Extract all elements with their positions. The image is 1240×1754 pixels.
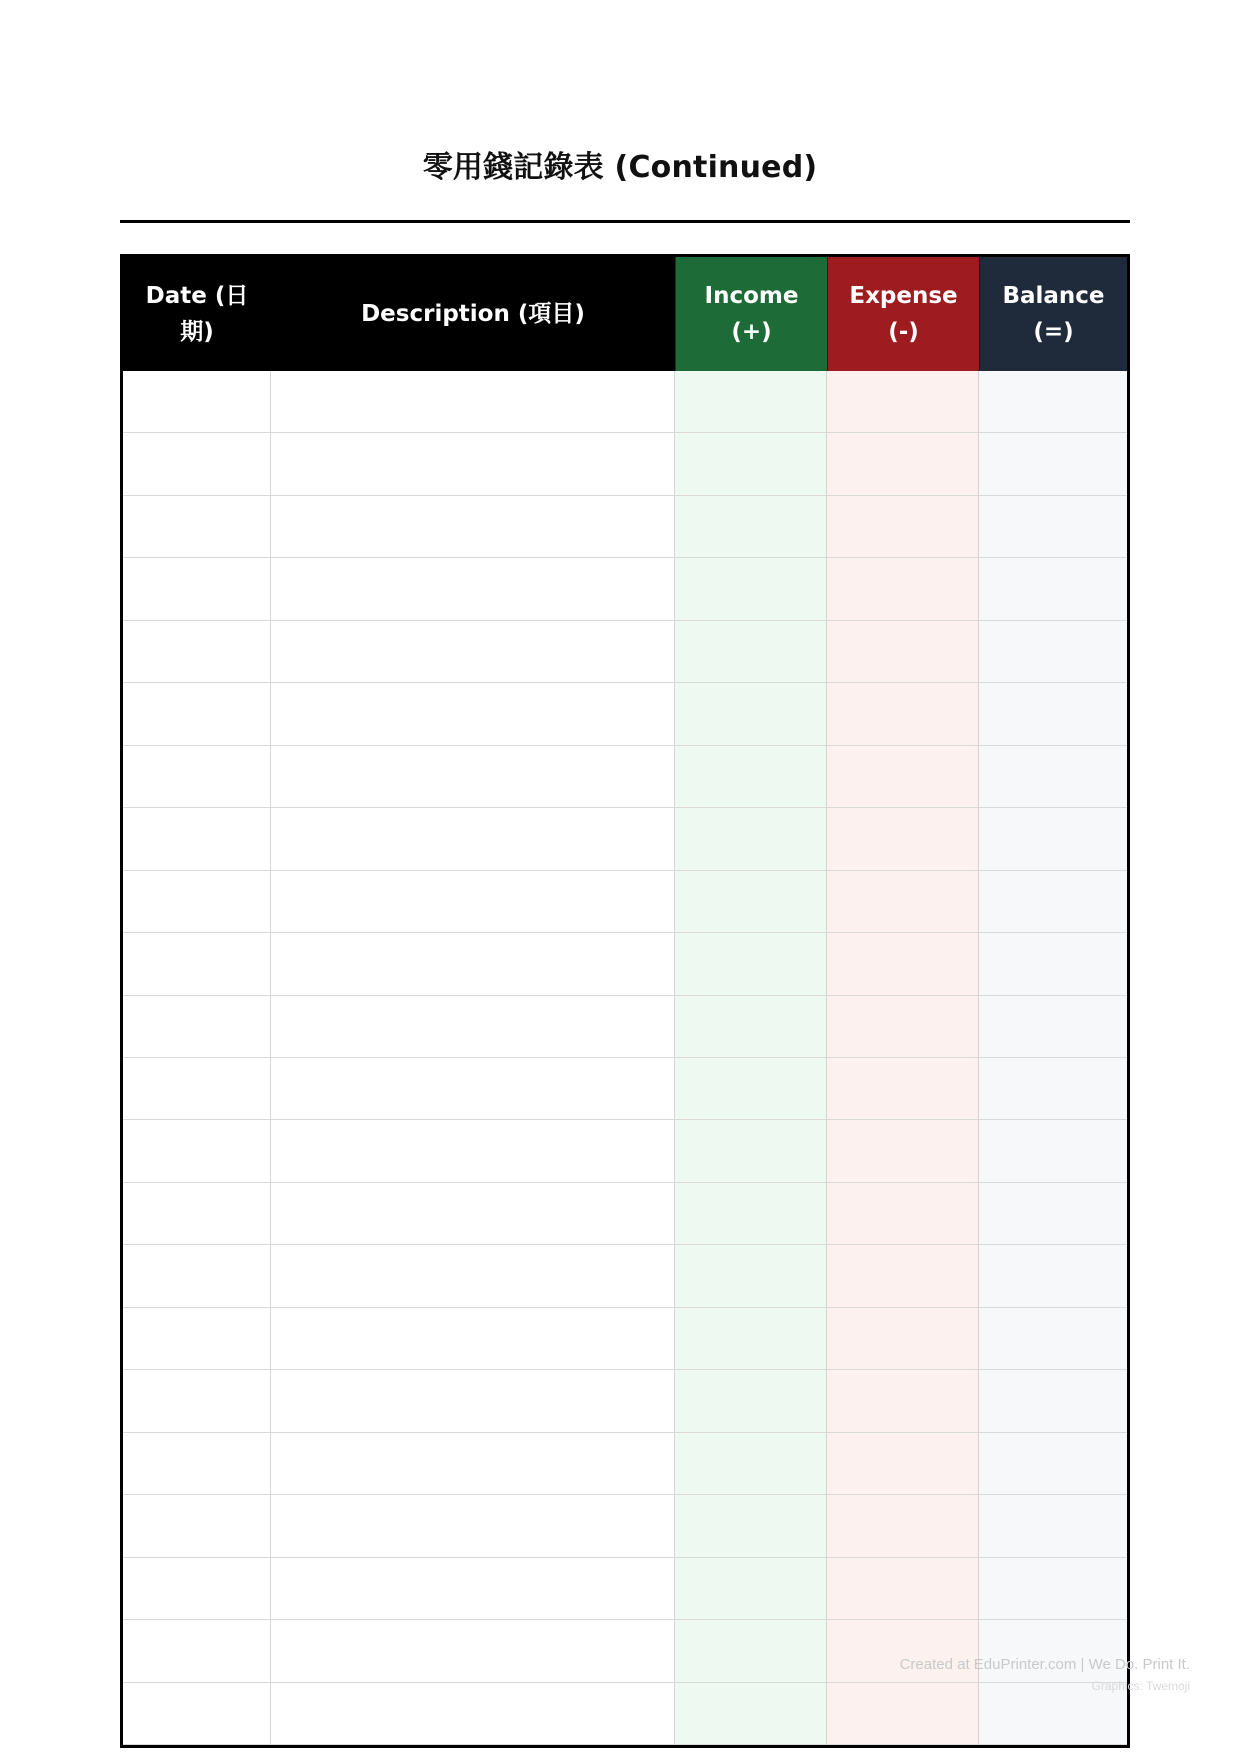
- cell-date[interactable]: [123, 371, 271, 433]
- cell-expense[interactable]: [827, 933, 979, 995]
- cell-expense[interactable]: [827, 621, 979, 683]
- cell-expense[interactable]: [827, 871, 979, 933]
- title-divider: [120, 220, 1130, 223]
- cell-balance[interactable]: [979, 371, 1127, 433]
- cell-balance[interactable]: [979, 1495, 1127, 1557]
- cell-date[interactable]: [123, 1183, 271, 1245]
- cell-balance[interactable]: [979, 433, 1127, 495]
- cell-description[interactable]: [271, 371, 675, 433]
- cell-expense[interactable]: [827, 1058, 979, 1120]
- column-header-date: [123, 257, 271, 371]
- cell-description[interactable]: [271, 996, 675, 1058]
- cell-balance[interactable]: [979, 871, 1127, 933]
- cell-income[interactable]: [675, 1433, 827, 1495]
- column-header-description: [271, 257, 675, 371]
- cell-income[interactable]: [675, 1058, 827, 1120]
- cell-date[interactable]: [123, 808, 271, 870]
- cell-expense[interactable]: [827, 371, 979, 433]
- cell-description[interactable]: [271, 746, 675, 808]
- cell-description[interactable]: [271, 933, 675, 995]
- cell-description[interactable]: [271, 808, 675, 870]
- cell-description[interactable]: [271, 1308, 675, 1370]
- cell-date[interactable]: [123, 558, 271, 620]
- header-description-label: Description (項目): [361, 301, 585, 327]
- cell-income[interactable]: [675, 558, 827, 620]
- cell-expense[interactable]: [827, 1308, 979, 1370]
- cell-date[interactable]: [123, 1308, 271, 1370]
- cell-description[interactable]: [271, 1183, 675, 1245]
- ledger-table: [120, 254, 1130, 1748]
- cell-income[interactable]: [675, 433, 827, 495]
- cell-expense[interactable]: [827, 808, 979, 870]
- cell-balance[interactable]: [979, 1120, 1127, 1182]
- header-balance-line-1: Balance: [1002, 283, 1105, 309]
- cell-balance[interactable]: [979, 1058, 1127, 1120]
- cell-balance[interactable]: [979, 996, 1127, 1058]
- cell-income[interactable]: [675, 496, 827, 558]
- cell-date[interactable]: [123, 933, 271, 995]
- cell-expense[interactable]: [827, 1495, 979, 1557]
- cell-income[interactable]: [675, 1370, 827, 1432]
- cell-expense[interactable]: [827, 1370, 979, 1432]
- header-expense-line-2: (-): [888, 319, 919, 345]
- cell-description[interactable]: [271, 1495, 675, 1557]
- cell-expense[interactable]: [827, 746, 979, 808]
- cell-date[interactable]: [123, 1495, 271, 1557]
- cell-date[interactable]: [123, 433, 271, 495]
- cell-income[interactable]: [675, 1495, 827, 1557]
- cell-income[interactable]: [675, 1683, 827, 1745]
- cell-income[interactable]: [675, 1308, 827, 1370]
- footer-credit: [900, 1654, 1190, 1696]
- cell-description[interactable]: [271, 871, 675, 933]
- cell-balance[interactable]: [979, 933, 1127, 995]
- cell-balance[interactable]: [979, 621, 1127, 683]
- cell-expense[interactable]: [827, 433, 979, 495]
- cell-description[interactable]: [271, 1620, 675, 1682]
- header-expense-line-1: Expense: [849, 283, 958, 309]
- cell-balance[interactable]: [979, 808, 1127, 870]
- cell-date[interactable]: [123, 1620, 271, 1682]
- cell-balance[interactable]: [979, 683, 1127, 745]
- cell-income[interactable]: [675, 1558, 827, 1620]
- cell-balance[interactable]: [979, 1245, 1127, 1307]
- cell-description[interactable]: [271, 683, 675, 745]
- cell-income[interactable]: [675, 746, 827, 808]
- cell-expense[interactable]: [827, 996, 979, 1058]
- cell-balance[interactable]: [979, 1433, 1127, 1495]
- cell-balance[interactable]: [979, 496, 1127, 558]
- cell-expense[interactable]: [827, 1558, 979, 1620]
- graphics-credit-line: Graphics: Twemoji: [1091, 1679, 1190, 1693]
- cell-income[interactable]: [675, 621, 827, 683]
- cell-income[interactable]: [675, 1120, 827, 1182]
- cell-description[interactable]: [271, 621, 675, 683]
- column-header-income: [675, 257, 827, 371]
- cell-expense[interactable]: [827, 558, 979, 620]
- cell-date[interactable]: [123, 621, 271, 683]
- cell-expense[interactable]: [827, 683, 979, 745]
- column-header-expense: [827, 257, 979, 371]
- cell-description[interactable]: [271, 1433, 675, 1495]
- cell-description[interactable]: [271, 1245, 675, 1307]
- cell-income[interactable]: [675, 1245, 827, 1307]
- cell-date[interactable]: [123, 1120, 271, 1182]
- cell-description[interactable]: [271, 1558, 675, 1620]
- cell-balance[interactable]: [979, 746, 1127, 808]
- cell-balance[interactable]: [979, 558, 1127, 620]
- cell-income[interactable]: [675, 808, 827, 870]
- cell-description[interactable]: [271, 1683, 675, 1745]
- cell-expense[interactable]: [827, 1183, 979, 1245]
- cell-income[interactable]: [675, 1620, 827, 1682]
- cell-expense[interactable]: [827, 1245, 979, 1307]
- cell-expense[interactable]: [827, 1433, 979, 1495]
- cell-description[interactable]: [271, 1370, 675, 1432]
- column-header-balance: [979, 257, 1127, 371]
- cell-income[interactable]: [675, 683, 827, 745]
- cell-date[interactable]: [123, 683, 271, 745]
- cell-balance[interactable]: [979, 1308, 1127, 1370]
- cell-description[interactable]: [271, 1120, 675, 1182]
- cell-date[interactable]: [123, 1683, 271, 1745]
- cell-date[interactable]: [123, 996, 271, 1058]
- cell-date[interactable]: [123, 496, 271, 558]
- cell-date[interactable]: [123, 1245, 271, 1307]
- cell-date[interactable]: [123, 1558, 271, 1620]
- cell-description[interactable]: [271, 433, 675, 495]
- cell-income[interactable]: [675, 871, 827, 933]
- header-balance-line-2: (=): [1033, 319, 1074, 345]
- cell-description[interactable]: [271, 558, 675, 620]
- cell-balance[interactable]: [979, 1183, 1127, 1245]
- header-income-line-2: (+): [731, 319, 772, 345]
- cell-date[interactable]: [123, 871, 271, 933]
- cell-balance[interactable]: [979, 1558, 1127, 1620]
- cell-description[interactable]: [271, 1058, 675, 1120]
- cell-expense[interactable]: [827, 1120, 979, 1182]
- credit-line: Created at EduPrinter.com | We Do. Print It.: [899, 1656, 1190, 1673]
- cell-expense[interactable]: [827, 496, 979, 558]
- cell-date[interactable]: [123, 1370, 271, 1432]
- header-date-line-2: 期): [180, 319, 214, 345]
- cell-balance[interactable]: [979, 1370, 1127, 1432]
- header-income-line-1: Income: [704, 283, 799, 309]
- cell-date[interactable]: [123, 1433, 271, 1495]
- header-date-line-1: Date (日: [145, 283, 249, 309]
- cell-income[interactable]: [675, 933, 827, 995]
- cell-date[interactable]: [123, 1058, 271, 1120]
- page-title: 零用錢記錄表 (Continued): [422, 150, 818, 185]
- cell-date[interactable]: [123, 746, 271, 808]
- cell-income[interactable]: [675, 371, 827, 433]
- cell-income[interactable]: [675, 1183, 827, 1245]
- cell-description[interactable]: [271, 496, 675, 558]
- cell-income[interactable]: [675, 996, 827, 1058]
